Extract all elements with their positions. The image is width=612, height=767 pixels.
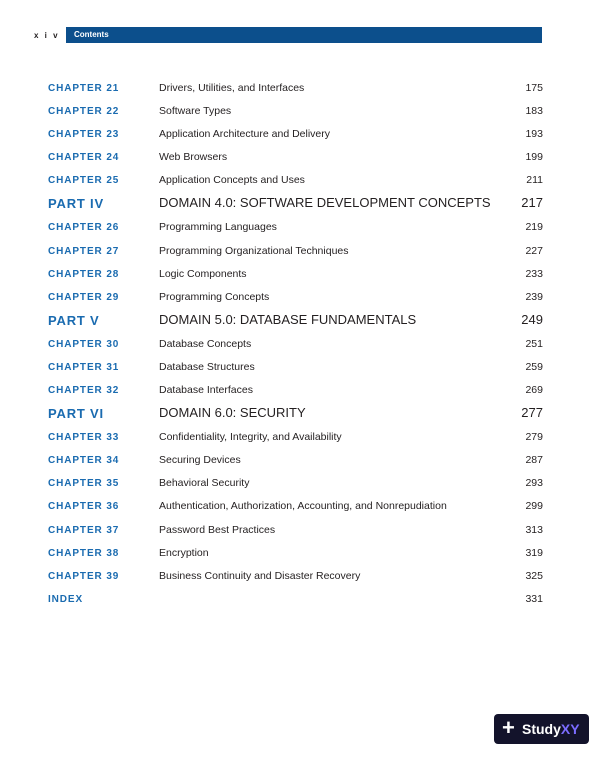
toc-chapter-row [48,171,543,194]
toc-title: Programming Languages [159,221,277,234]
watermark-text [522,721,580,737]
toc-title: DOMAIN 4.0: SOFTWARE DEVELOPMENT CONCEPTS [159,195,491,211]
toc-label: PART IV [48,196,104,212]
toc-title: Password Best Practices [159,523,276,536]
toc-page-number: 279 [525,431,543,444]
toc-page-number: 299 [525,500,543,513]
toc-page-number: 287 [525,454,543,467]
toc-title: Authentication, Authorization, Accounting, and Nonrepudiation [159,500,447,513]
toc-label: CHAPTER 33 [48,432,120,444]
toc-page-number: 227 [525,244,543,257]
toc-title: Securing Devices [159,454,241,467]
toc-chapter-row [48,288,543,311]
toc-chapter-row [48,497,543,520]
toc-chapter-row [48,451,543,474]
toc-title: Software Types [159,105,232,118]
toc-page-number: 331 [525,592,543,605]
toc-label: CHAPTER 38 [48,547,120,559]
running-title: Contents [74,30,109,39]
toc-label: CHAPTER 36 [48,501,120,513]
toc-label: CHAPTER 24 [48,152,120,164]
toc-label: PART VI [48,406,104,422]
toc-chapter-row [48,125,543,148]
toc-label: INDEX [48,593,84,605]
toc-chapter-row [48,358,543,381]
toc-title: Programming Organizational Techniques [159,244,349,257]
toc-title: Application Concepts and Uses [159,174,305,187]
toc-page-number: 251 [525,337,543,350]
watermark-text-main: Study [522,721,561,737]
toc-label: CHAPTER 25 [48,175,120,187]
toc-page-number: 217 [521,195,543,211]
toc-page-number: 211 [526,174,543,187]
toc-page-number: 319 [525,546,543,559]
toc-chapter-row [48,381,543,404]
studyxy-watermark [494,714,589,744]
toc-chapter-row [48,428,543,451]
toc-chapter-row [48,567,543,590]
toc-page-number: 219 [525,221,543,234]
toc-part-row [48,194,543,218]
toc-title: Business Continuity and Disaster Recovery [159,569,361,582]
toc-chapter-row [48,242,543,265]
toc-title: Web Browsers [159,151,228,164]
toc-title: Drivers, Utilities, and Interfaces [159,82,305,94]
toc-label: CHAPTER 23 [48,129,120,141]
table-of-contents [48,79,543,613]
toc-page-number: 249 [521,311,543,327]
toc-chapter-row [48,102,543,125]
toc-label: CHAPTER 32 [48,385,120,397]
toc-page-number: 269 [525,384,543,397]
toc-title: DOMAIN 5.0: DATABASE FUNDAMENTALS [159,311,417,327]
toc-label: CHAPTER 21 [48,83,120,94]
toc-page-number: 233 [525,267,543,280]
toc-page-number: 175 [525,82,543,94]
toc-title: Database Concepts [159,337,252,350]
toc-chapter-row [48,265,543,288]
watermark-text-accent: XY [560,721,580,737]
toc-title: Logic Components [159,267,247,280]
toc-title: DOMAIN 6.0: SECURITY [159,405,306,421]
toc-title: Application Architecture and Delivery [159,128,331,141]
toc-chapter-row [48,218,543,241]
toc-title: Programming Concepts [159,290,270,303]
toc-label: CHAPTER 30 [48,338,120,350]
toc-chapter-row [48,474,543,497]
toc-label: CHAPTER 31 [48,361,120,373]
toc-chapter-row [48,148,543,171]
toc-chapter-row [48,79,543,102]
toc-label: CHAPTER 34 [48,455,120,467]
plus-icon: + [502,715,515,740]
toc-page-number: 193 [525,128,543,141]
toc-page-number: 259 [525,360,543,373]
toc-page-number: 293 [525,477,543,490]
toc-part-row [48,404,543,428]
toc-label: CHAPTER 39 [48,570,120,582]
toc-chapter-row [48,335,543,358]
toc-chapter-row [48,590,543,613]
toc-chapter-row [48,521,543,544]
toc-label: CHAPTER 29 [48,291,120,303]
toc-label: CHAPTER 27 [48,245,120,257]
toc-label: PART V [48,312,100,328]
toc-title: Encryption [159,546,209,559]
header-bar [66,27,542,43]
toc-label: CHAPTER 35 [48,478,120,490]
toc-page-number: 277 [521,405,543,421]
toc-title: Database Interfaces [159,384,253,397]
toc-label: CHAPTER 28 [48,268,120,280]
toc-title: Behavioral Security [159,477,250,490]
toc-title: Database Structures [159,360,255,373]
toc-page-number: 183 [525,105,543,118]
toc-page-number: 199 [525,151,543,164]
toc-part-row [48,311,543,335]
page-number: x i v [34,31,60,40]
toc-chapter-row [48,544,543,567]
toc-page-number: 325 [525,569,543,582]
toc-label: CHAPTER 26 [48,222,120,234]
toc-page-number: 313 [525,523,543,536]
toc-label: CHAPTER 22 [48,106,120,118]
toc-title: Confidentiality, Integrity, and Availability [159,431,342,444]
toc-page-number: 239 [525,290,543,303]
toc-label: CHAPTER 37 [48,524,120,536]
